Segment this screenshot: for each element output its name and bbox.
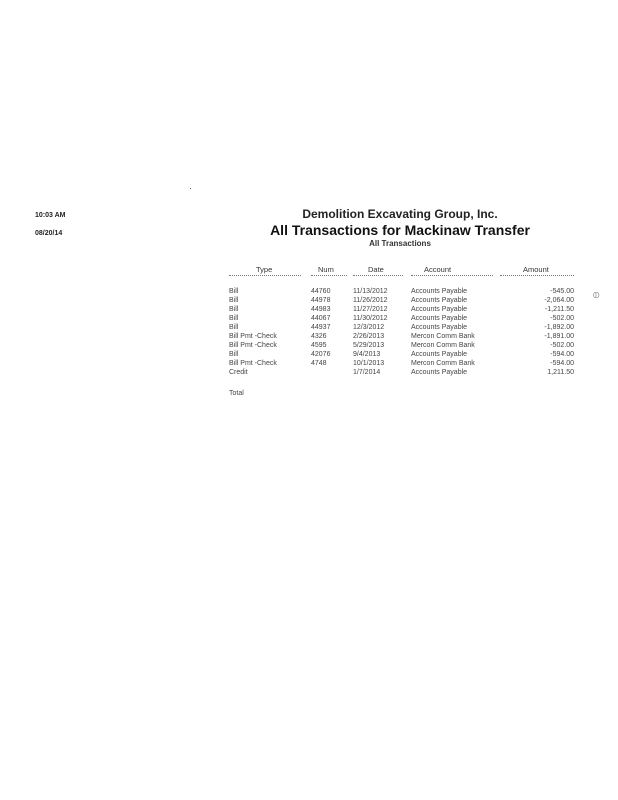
cell-date: 11/27/2012: [353, 306, 388, 313]
cell-date: 11/26/2012: [353, 297, 388, 304]
cell-type: Bill Pmt -Check: [229, 342, 277, 349]
cell-date: 11/13/2012: [353, 288, 388, 295]
cell-type: Bill: [229, 288, 239, 295]
cell-amount: -594.00: [550, 351, 574, 358]
cell-type: Bill Pmt -Check: [229, 360, 277, 367]
cell-date: 5/29/2013: [353, 342, 385, 349]
cell-amount: 1,211.50: [547, 369, 574, 376]
cell-amount: -1,891.00: [544, 333, 574, 340]
table-row: [0, 342, 618, 351]
cell-date: 1/7/2014: [353, 369, 381, 376]
column-header-account: Account: [424, 265, 452, 274]
cell-type: Bill: [229, 324, 239, 331]
cell-account: Accounts Payable: [411, 324, 468, 331]
cell-account: Mercon Comm Bank: [411, 360, 475, 367]
cell-account: Accounts Payable: [411, 315, 468, 322]
table-row: [0, 360, 618, 369]
cell-date: 11/30/2012: [353, 315, 388, 322]
column-header-date: Date: [368, 265, 384, 274]
cell-account: Accounts Payable: [411, 297, 468, 304]
column-header-amount: Amount: [523, 265, 549, 274]
cell-account: Accounts Payable: [411, 369, 468, 376]
cell-amount: -594.00: [550, 360, 574, 367]
scan-speck: [190, 188, 191, 189]
table-row: [0, 324, 618, 333]
total-label: Total: [229, 390, 244, 397]
cell-amount: -502.00: [550, 342, 574, 349]
cell-num: 4595: [311, 342, 327, 349]
header-rule: [353, 275, 403, 276]
cell-type: Bill: [229, 297, 239, 304]
cell-type: Bill: [229, 351, 239, 358]
report-time: 10:03 AM: [35, 212, 66, 219]
cell-amount: -1,892.00: [544, 324, 574, 331]
table-row: [0, 306, 618, 315]
report-date: 08/20/14: [35, 230, 63, 237]
cell-num: 4326: [311, 333, 327, 340]
table-row: [0, 351, 618, 360]
cell-account: Mercon Comm Bank: [411, 333, 475, 340]
table-row: [0, 333, 618, 342]
cell-amount: -2,064.00: [544, 297, 574, 304]
header-rule: [229, 275, 301, 276]
cell-type: Bill: [229, 306, 239, 313]
table-row: [0, 288, 618, 297]
cell-num: 44937: [311, 324, 331, 331]
cell-num: 44978: [311, 297, 331, 304]
report-subtitle: All Transactions: [369, 239, 431, 248]
cell-num: 44760: [311, 288, 331, 295]
cell-num: 44067: [311, 315, 331, 322]
cell-num: 44983: [311, 306, 331, 313]
header-rule: [411, 275, 493, 276]
cell-date: 9/4/2013: [353, 351, 381, 358]
cell-account: Accounts Payable: [411, 306, 468, 313]
cell-type: Bill: [229, 315, 239, 322]
header-rule: [311, 275, 347, 276]
table-row: [0, 297, 618, 306]
cell-num: 42076: [311, 351, 331, 358]
cell-type: Bill Pmt -Check: [229, 333, 277, 340]
report-title: All Transactions for Mackinaw Transfer: [270, 222, 530, 238]
header-rule: [500, 275, 574, 276]
cell-account: Mercon Comm Bank: [411, 342, 475, 349]
cell-amount: -502.00: [550, 315, 574, 322]
cell-date: 2/26/2013: [353, 333, 385, 340]
cell-date: 10/1/2013: [353, 360, 385, 367]
cell-account: Accounts Payable: [411, 288, 468, 295]
cell-amount: -1,211.50: [544, 306, 574, 313]
cell-amount: -545.00: [550, 288, 574, 295]
cell-account: Accounts Payable: [411, 351, 468, 358]
column-header-type: Type: [256, 265, 273, 274]
table-row: [0, 315, 618, 324]
binder-hole-mark: ⦶: [593, 290, 600, 300]
column-header-num: Num: [318, 265, 334, 274]
cell-date: 12/3/2012: [353, 324, 385, 331]
table-row: [0, 369, 618, 378]
company-name: Demolition Excavating Group, Inc.: [302, 207, 498, 221]
cell-type: Credit: [229, 369, 248, 376]
cell-num: 4748: [311, 360, 327, 367]
